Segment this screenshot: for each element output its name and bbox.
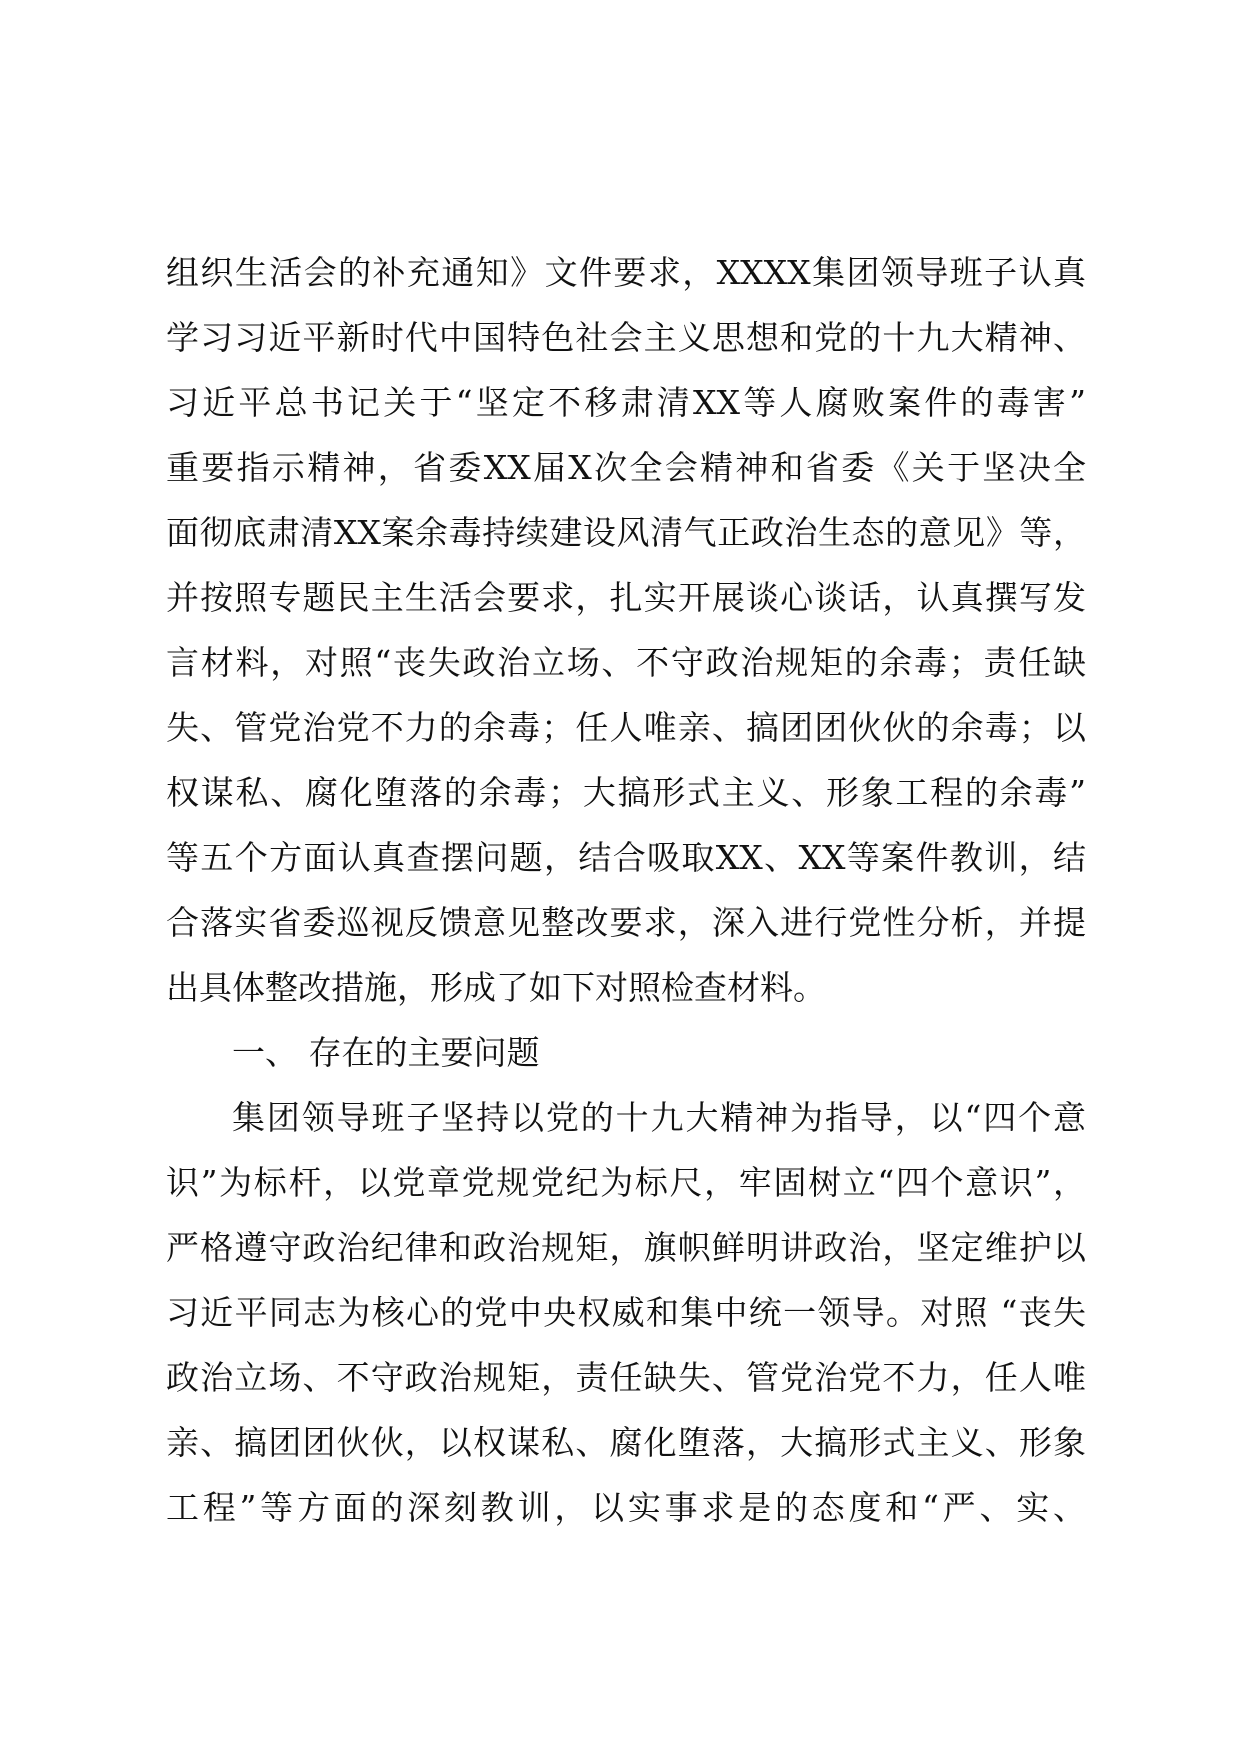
text-line: 工程”等方面的深刻教训，以实事求是的态度和“严、实、 <box>166 1488 1086 1527</box>
text-line: 出具体整改措施，形成了如下对照检查材料。 <box>166 968 826 1007</box>
text-line: 习近平同志为核心的党中央权威和集中统一领导。对照 “丧失 <box>166 1293 1086 1332</box>
paragraph-1 <box>166 240 1086 1020</box>
text-line: 等五个方面认真查摆问题，结合吸取XX、XX等案件教训，结 <box>166 838 1086 877</box>
text-line: 严格遵守政治纪律和政治规矩，旗帜鲜明讲政治，坚定维护以 <box>166 1228 1086 1267</box>
paragraph-2 <box>166 1085 1086 1540</box>
document-body <box>166 240 1086 1540</box>
section-heading: 一、 存在的主要问题 <box>232 1033 540 1072</box>
text-line: 重要指示精神，省委XX届X次全会精神和省委《关于坚决全 <box>166 448 1086 487</box>
text-line: 亲、搞团团伙伙，以权谋私、腐化堕落，大搞形式主义、形象 <box>166 1423 1086 1462</box>
text-line: 言材料，对照“丧失政治立场、不守政治规矩的余毒；责任缺 <box>166 643 1086 682</box>
text-line: 权谋私、腐化堕落的余毒；大搞形式主义、形象工程的余毒” <box>166 773 1086 812</box>
text-line: 集团领导班子坚持以党的十九大精神为指导，以“四个意 <box>232 1098 1086 1137</box>
text-line: 并按照专题民主生活会要求，扎实开展谈心谈话，认真撰写发 <box>166 578 1086 617</box>
text-line: 习近平总书记关于“坚定不移肃清XX等人腐败案件的毒害” <box>166 383 1086 422</box>
text-line: 合落实省委巡视反馈意见整改要求，深入进行党性分析，并提 <box>166 903 1086 942</box>
text-line: 面彻底肃清XX案余毒持续建设风清气正政治生态的意见》等， <box>166 513 1086 552</box>
text-line: 识”为标杆，以党章党规党纪为标尺，牢固树立“四个意识”， <box>166 1163 1086 1202</box>
text-line: 学习习近平新时代中国特色社会主义思想和党的十九大精神、 <box>166 318 1086 357</box>
text-line: 失、管党治党不力的余毒；任人唯亲、搞团团伙伙的余毒；以 <box>166 708 1086 747</box>
text-line: 政治立场、不守政治规矩，责任缺失、管党治党不力，任人唯 <box>166 1358 1086 1397</box>
text-line: 组织生活会的补充通知》文件要求，XXXX集团领导班子认真 <box>166 253 1086 292</box>
